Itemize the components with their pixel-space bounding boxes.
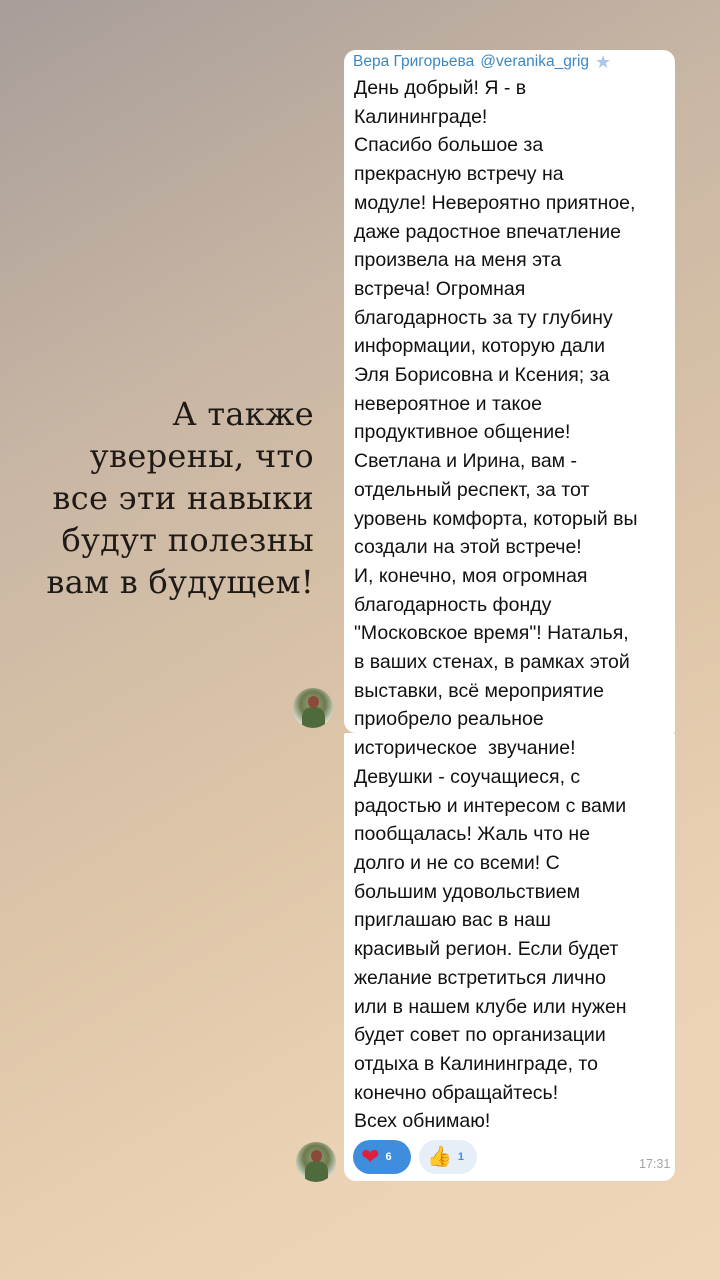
reaction-count: 6 — [385, 1151, 392, 1163]
message-line: встреча! Огромная — [354, 277, 526, 300]
message-line: конечно обращайтесь! — [354, 1081, 559, 1104]
message-line: отдельный респект, за тот — [354, 478, 590, 501]
message-line: продуктивное общение! — [354, 421, 571, 444]
caption-line: все эти навыки — [52, 479, 314, 517]
message-line: приглашаю вас в наш — [354, 909, 551, 932]
message-line: информации, которую дали — [354, 335, 606, 358]
heart-reaction-button[interactable] — [353, 1140, 411, 1174]
avatar-figure — [302, 707, 325, 728]
story-caption — [4, 393, 314, 603]
message-line: отдыха в Калининграде, то — [354, 1052, 598, 1075]
message-line: Калининграде! — [354, 105, 488, 128]
avatar-figure — [305, 1161, 328, 1182]
message-line: радостью и интересом с вами — [354, 794, 627, 817]
message-line: долго и не со всеми! С — [354, 851, 560, 874]
message-line: пообщалась! Жаль что не — [354, 823, 591, 846]
message-line: в ваших стенах, в рамках этой — [354, 651, 630, 674]
sender-handle[interactable]: @veranika_grig — [480, 53, 590, 70]
avatar-figure-head — [311, 1150, 322, 1162]
message-line: большим удовольствием — [354, 880, 581, 903]
reactions-bar — [353, 1140, 477, 1174]
heart-icon: ❤ — [361, 1144, 380, 1169]
message-line: приобрело реальное — [354, 708, 544, 731]
message-line: модуле! Невероятно приятное, — [354, 191, 636, 214]
caption-line: уверены, что — [89, 437, 314, 475]
message-line: благодарность за ту глубину — [354, 306, 613, 329]
message-time: 17:31 — [639, 1157, 671, 1171]
message-line: Девушки - соучащиеся, с — [354, 765, 581, 788]
message-line: создали на этой встрече! — [354, 536, 582, 559]
thumbs-up-icon: 👍 — [427, 1146, 452, 1168]
message-line: уровень комфорта, который вы — [354, 507, 638, 530]
sender-name[interactable]: Вера Григорьева — [353, 53, 475, 70]
avatar-figure-head — [308, 696, 319, 708]
thumbs-up-reaction-button[interactable] — [419, 1140, 477, 1174]
message-line: или в нашем клубе или нужен — [354, 995, 627, 1018]
message-line: желание встретиться лично — [354, 966, 606, 989]
caption-line: А также — [172, 395, 314, 433]
message-line: историческое звучание! — [354, 737, 576, 760]
message-text — [354, 74, 672, 1136]
message-line: И, конечно, моя огромная — [354, 564, 588, 587]
avatar[interactable] — [296, 1142, 336, 1182]
message-line: будет совет по организации — [354, 1024, 606, 1047]
message-line: выставки, всё мероприятие — [354, 679, 604, 702]
sender-header[interactable] — [353, 52, 611, 72]
message-line: Спасибо большое за — [354, 134, 544, 157]
caption-line: будут полезны — [61, 521, 314, 559]
avatar[interactable] — [293, 688, 333, 728]
message-line: прекрасную встречу на — [354, 163, 564, 186]
message-line: красивый регион. Если будет — [354, 938, 619, 961]
message-line: Всех обнимаю! — [354, 1110, 491, 1133]
message-line: невероятное и такое — [354, 392, 542, 415]
caption-line: вам в будущем! — [46, 563, 314, 601]
star-icon: ★ — [595, 52, 612, 72]
message-line: Эля Борисовна и Ксения; за — [354, 364, 610, 387]
message-line: благодарность фонду — [354, 593, 552, 616]
message-line: произвела на меня эта — [354, 249, 562, 272]
message-line: День добрый! Я - в — [354, 77, 527, 99]
message-line: даже радостное впечатление — [354, 220, 621, 243]
message-line: Светлана и Ирина, вам - — [354, 450, 577, 473]
message-line: "Московское время"! Наталья, — [354, 622, 629, 645]
reaction-count: 1 — [457, 1151, 465, 1163]
